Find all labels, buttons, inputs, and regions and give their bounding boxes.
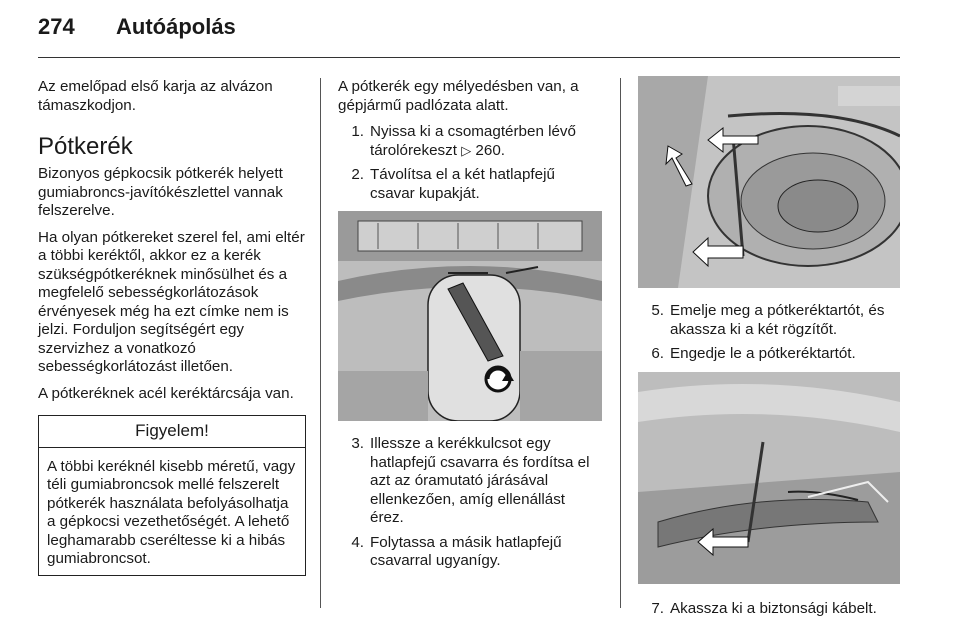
column-right bbox=[638, 78, 900, 626]
figure-spare-wheel-carrier bbox=[638, 76, 900, 288]
step-number: 4. bbox=[351, 533, 364, 551]
warning-heading: Figyelem! bbox=[39, 416, 305, 448]
column-divider bbox=[620, 78, 621, 608]
step-number: 2. bbox=[351, 166, 364, 183]
step-list bbox=[638, 302, 900, 364]
step-list bbox=[338, 435, 602, 571]
step-text: Engedje le a pótkeréktartót. bbox=[670, 345, 856, 362]
page-number: 274 bbox=[38, 14, 75, 39]
list-item bbox=[338, 123, 602, 160]
step-text: Illessze a kerékkulcsot egy hatlapfejű csavarra és fordítsa el azt az óramutató járásával ellenkezően, amíg ellenállást érez. bbox=[370, 435, 590, 526]
list-item bbox=[338, 435, 602, 528]
list-item bbox=[638, 600, 900, 619]
paragraph-2: Ha olyan pótkereket szerel fel, ami eltér a többi keréktől, akkor ez a kerék szükségpótkeréknek minősülhet és a megfelelő sebességkorlátozások érvényesek még ha ezt címke nem is jelzi. Forduljon segítségért egy szervizhez a vonatkozó sebességkorlátozást illetően. bbox=[38, 228, 305, 375]
header-rule bbox=[38, 57, 900, 58]
step-text: Emelje meg a pótkeréktartót, és akassza ki a két rögzítőt. bbox=[670, 302, 885, 338]
xref-arrow-icon: ▷ bbox=[461, 142, 472, 158]
warning-box bbox=[38, 415, 306, 576]
step-list bbox=[638, 600, 900, 619]
step-text: Folytassa a másik hatlapfejű csavarral ugyanígy. bbox=[370, 533, 562, 569]
step-text: Távolítsa el a két hatlapfejű csavar kupakját. bbox=[370, 166, 555, 202]
warning-body: A többi keréknél kisebb méretű, vagy téli gumiabroncsok mellé felszerelt pótkerék használata befolyásolhatja a gépkocsi vezethetőségét. A lehető leghamarabb cseréltesse ki a hibás gumiabroncsot. bbox=[47, 457, 296, 567]
column-divider bbox=[320, 78, 321, 608]
step-number: 5. bbox=[651, 302, 664, 319]
list-item bbox=[638, 345, 900, 364]
step-number: 3. bbox=[351, 435, 364, 452]
page-title: Autóápolás bbox=[116, 14, 236, 39]
list-item bbox=[638, 302, 900, 339]
list-item bbox=[338, 166, 602, 203]
section-title: Pótkerék bbox=[38, 133, 133, 160]
step-text: Akassza ki a biztonsági kábelt. bbox=[670, 599, 877, 617]
page-reference[interactable]: 260. bbox=[475, 141, 505, 159]
column-left bbox=[38, 78, 306, 576]
figure-trunk-cover bbox=[338, 211, 602, 421]
list-item bbox=[338, 534, 602, 571]
step-number: 6. bbox=[651, 345, 664, 362]
step-number: 1. bbox=[351, 123, 364, 140]
step-list bbox=[338, 123, 602, 203]
intro-paragraph: A pótkerék egy mélyedésben van, a gépjármű padlózata alatt. bbox=[338, 78, 579, 114]
column-middle bbox=[338, 78, 602, 579]
step-number: 7. bbox=[651, 599, 664, 617]
paragraph-3: A pótkeréknek acél keréktárcsája van. bbox=[38, 384, 294, 402]
step-text: Nyissa ki a csomagtérben lévő tárolórekeszt ▷ 260. bbox=[370, 123, 576, 159]
intro-paragraph: Az emelőpad első karja az alvázon támaszkodjon. bbox=[38, 78, 273, 114]
figure-safety-cable bbox=[638, 372, 900, 584]
paragraph-1: Bizonyos gépkocsik pótkerék helyett gumiabroncs-javítókészlettel vannak felszerelve. bbox=[38, 165, 283, 219]
